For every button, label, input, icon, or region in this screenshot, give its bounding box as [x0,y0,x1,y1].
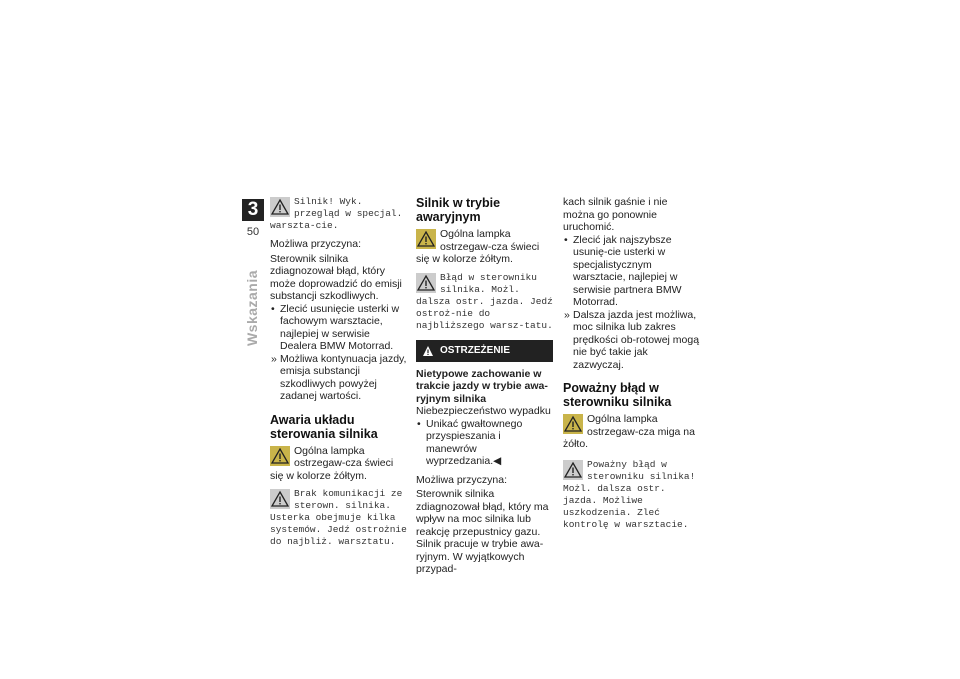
column-2 [416,196,553,576]
warning-subtitle: Niebezpieczeństwo wypadku [416,405,551,417]
continued-text: kach silnik gaśnie i nie można go ponownie uruchomić. [563,196,668,233]
warning-banner [416,340,553,362]
display-text: Poważny błąd w sterowniku silnika! Możl. dalsza ostr. jazda. Możliwe uszkodzenia. Zleć kontrolę w warsztacie. [563,458,696,530]
lamp-text: Ogólna lampka ostrzegaw-cza miga na żółto. [563,413,695,450]
cause-text: Sterownik silnika zdiagnozował błąd, który ma wpływ na moc silnika lub reakcję przepustnicy gazu. Silnik pracuje w trybie awa-ryjnym. W wyjątkowych przypad- [416,488,549,575]
cause-text: Sterownik silnika zdiagnozował błąd, który może doprowadzić do emisji substancji szkodliwych. [270,252,402,302]
warning-lamp-icon [416,229,436,249]
lamp-text: Ogólna lampka ostrzegaw-cza świeci się w kolorze żółtym. [416,228,540,265]
warning-icon [422,345,434,357]
display-message-block [416,272,553,332]
warning-lamp-icon [563,414,583,434]
display-text: Błąd w sterowniku silnika. Możl. dalsza ostr. jazda. Jedź ostroż-nie do najbliższego warsz-tatu. [416,271,553,331]
banner-label: OSTRZEŻENIE [440,344,511,356]
warning-triangle-icon [270,197,290,217]
section-heading: Awaria układu sterowania silnika [270,412,378,441]
display-text: Brak komunikacji ze sterown. silnika. Usterka obejmuje kilka systemów. Jedź ostrożnie do najbliż. warsztatu. [270,488,407,547]
column-1 [270,196,407,548]
lamp-block [270,445,407,483]
list-item: » Dalsza jazda jest możliwa, moc silnika lub zakres prędkości ob-rotowej mogą nie być takie jak zazwyczaj. [563,309,700,372]
page-number: 50 [246,226,260,238]
section-heading: Silnik w trybie awaryjnym [416,196,501,224]
section-title: Wskazania [244,269,260,347]
display-message-block [270,196,407,232]
display-text: Silnik! Wyk. przegląd w specjal. warszta-cie. [270,196,403,231]
column-3 [563,196,700,531]
cause-label: Możliwa przyczyna: [270,238,362,250]
chapter-tab: 3 [242,199,264,221]
warning-lamp-icon [270,446,290,466]
warning-triangle-icon [563,460,583,480]
lamp-text: Ogólna lampka ostrzegaw-cza świeci się w kolorze żółtym. [270,444,394,482]
list-item: • Zlecić jak najszybsze usunię-cie usterki w specjalistycznym warsztacie, najlepiej w serwisie partnera BMW Motorrad. [563,234,700,309]
lamp-block [416,228,553,266]
lamp-block [563,413,700,451]
warning-triangle-icon [270,489,290,509]
section-heading: Poważny błąd w sterowniku silnika [563,381,672,409]
list-item: • Unikać gwałtownego przyspieszania i manewrów wyprzedzania.◀ [416,418,553,468]
warning-triangle-icon [416,273,436,293]
display-message-block [270,488,407,548]
warning-title: Nietypowe zachowanie w trakcie jazdy w trybie awa-ryjnym silnika [416,367,548,405]
list-item: • Zlecić usunięcie usterki w fachowym warsztacie, najlepiej w serwisie Dealera BMW Motorrad. [270,303,407,353]
display-message-block [563,459,700,531]
list-item: » Możliwa kontynuacja jazdy, emisja substancji szkodliwych powyżej zadanej wartości. [270,353,407,403]
cause-label: Możliwa przyczyna: [416,473,508,486]
